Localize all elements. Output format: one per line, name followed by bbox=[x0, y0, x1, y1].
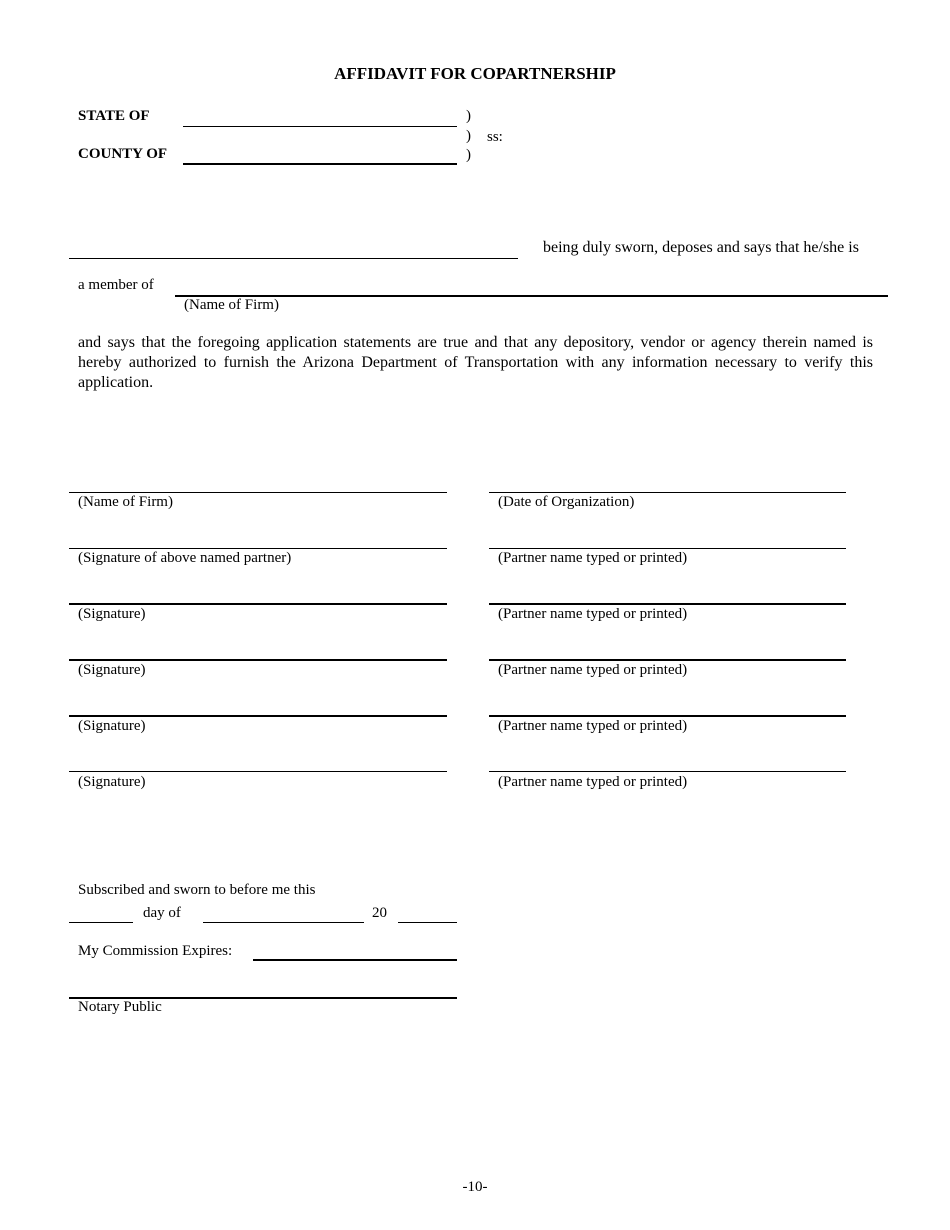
venue-paren-2: ) bbox=[466, 128, 471, 144]
member-of-label: a member of bbox=[78, 277, 154, 293]
subscribed-text: Subscribed and sworn to before me this bbox=[78, 882, 316, 898]
signature-label-2: (Signature) bbox=[78, 662, 146, 678]
sworn-statement: being duly sworn, deposes and says that he/she is bbox=[543, 239, 859, 256]
date-of-organization-field[interactable] bbox=[489, 492, 846, 493]
ss-label: ss: bbox=[487, 129, 503, 145]
signature-field-4[interactable] bbox=[69, 771, 447, 772]
named-partner-signature-field[interactable] bbox=[69, 548, 447, 549]
state-field[interactable] bbox=[183, 126, 457, 127]
partner-name-field-4[interactable] bbox=[489, 715, 846, 717]
year-prefix: 20 bbox=[372, 905, 387, 921]
year-field[interactable] bbox=[398, 922, 457, 923]
firm-name-signature-field[interactable] bbox=[69, 492, 447, 493]
partner-name-label-5: (Partner name typed or printed) bbox=[498, 774, 688, 790]
date-of-organization-label: (Date of Organization) bbox=[498, 494, 635, 510]
day-of-label: day of bbox=[143, 905, 181, 921]
body-paragraph: and says that the foregoing application statements are true and that any depository, vendor or agency therein named is hereby authorized to furnish the Arizona Department of Transportation with any information necessary to verify this application. bbox=[78, 334, 873, 391]
county-label: COUNTY OF bbox=[78, 146, 168, 162]
partner-name-field-1[interactable] bbox=[489, 548, 846, 549]
document-title: AFFIDAVIT FOR COPARTNERSHIP bbox=[334, 64, 616, 83]
day-field[interactable] bbox=[69, 922, 133, 923]
state-label: STATE OF bbox=[78, 108, 150, 124]
signature-field-1[interactable] bbox=[69, 603, 447, 605]
partner-name-label-2: (Partner name typed or printed) bbox=[498, 606, 688, 622]
month-field[interactable] bbox=[203, 922, 364, 923]
commission-expires-field[interactable] bbox=[253, 959, 457, 961]
page-number: -10- bbox=[462, 1179, 488, 1195]
partner-name-field-5[interactable] bbox=[489, 771, 846, 772]
commission-expires-label: My Commission Expires: bbox=[78, 943, 233, 959]
firm-name-caption: (Name of Firm) bbox=[184, 297, 279, 313]
partner-name-field-2[interactable] bbox=[489, 603, 846, 605]
notary-public-label: Notary Public bbox=[78, 999, 162, 1015]
venue-paren-1: ) bbox=[466, 108, 471, 124]
partner-name-label-3: (Partner name typed or printed) bbox=[498, 662, 688, 678]
venue-paren-3: ) bbox=[466, 147, 471, 163]
signature-label-3: (Signature) bbox=[78, 718, 146, 734]
signature-field-3[interactable] bbox=[69, 715, 447, 717]
county-field[interactable] bbox=[183, 163, 457, 165]
signature-label-1: (Signature) bbox=[78, 606, 146, 622]
partner-name-field-3[interactable] bbox=[489, 659, 846, 661]
firm-name-field[interactable] bbox=[175, 295, 888, 297]
partner-name-label-4: (Partner name typed or printed) bbox=[498, 718, 688, 734]
signature-label-4: (Signature) bbox=[78, 774, 146, 790]
signature-field-2[interactable] bbox=[69, 659, 447, 661]
firm-name-signature-label: (Name of Firm) bbox=[78, 494, 173, 510]
named-partner-signature-label: (Signature of above named partner) bbox=[78, 550, 292, 566]
affiant-name-field[interactable] bbox=[69, 258, 518, 259]
partner-name-label-1: (Partner name typed or printed) bbox=[498, 550, 688, 566]
